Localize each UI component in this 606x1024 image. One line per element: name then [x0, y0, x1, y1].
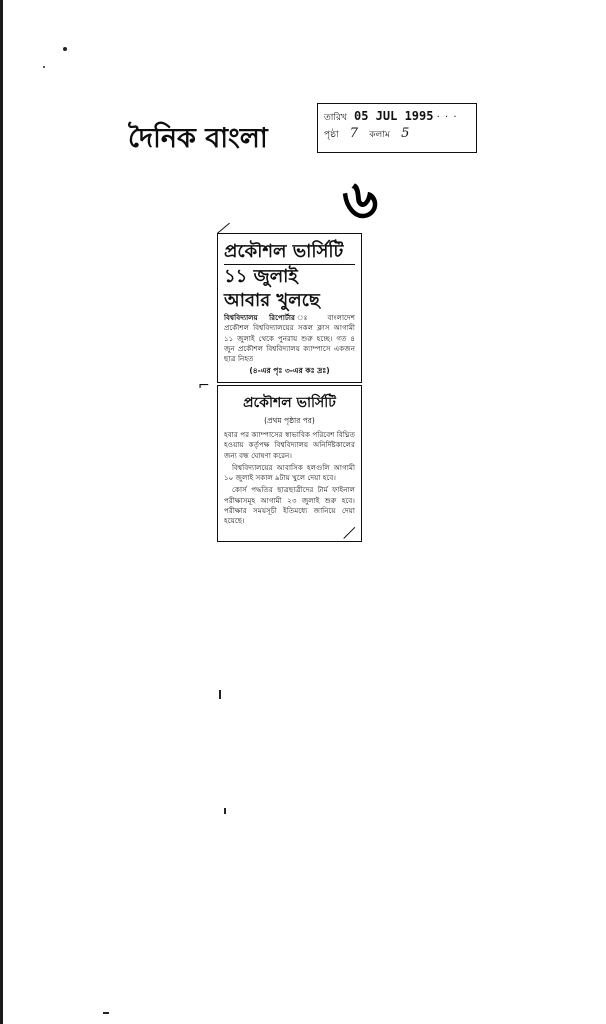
- stamp-date-label: তারিখ: [324, 113, 347, 123]
- stamp-column-value: 5: [401, 126, 410, 141]
- stamp-date-value: 05 JUL 1995: [354, 109, 434, 123]
- headline-line-2: ১১ জুলাই: [224, 266, 298, 287]
- continued-headline: প্রকৌশল ভার্সিটি: [243, 395, 336, 411]
- article-lead-text: বাংলাদেশ প্রকৌশল বিশ্ববিদ্যালয়ের সকল ক্লাস আগামী ১১ জুলাই থেকে পুনরায় শুরু হচ্ছে। গত ৪ জুন প্রকৌশল বিশ্ববিদ্যালয় ক্যাম্পাসে একজন ছাত্র নিহত: [224, 313, 355, 364]
- article-paragraph-1: হবার পর ক্যাম্পাসের স্বাভাবিক পরিবেশ বিঘ্নিত হওয়ায় কর্তৃপক্ষ বিশ্ববিদ্যালয় অনির্দিষ্টকালের জন্য বন্ধ ঘোষণা করেন।: [224, 430, 355, 460]
- newspaper-masthead: দৈনিক বাংলা: [128, 123, 268, 154]
- article-paragraph-2: বিশ্ববিদ্যালয়ের আবাসিক হলগুলি আগামী ১০ জুলাই সকাল ৯টায় খুলে দেয়া হবে।: [224, 462, 355, 483]
- scan-speck: [63, 47, 67, 51]
- article-paragraph-3: কোর্স পদ্ধতির ছাত্রছাত্রীদের টার্ম ফাইনাল পরীক্ষাসমূহ আগামী ২৩ জুলাই শুরু হবে। পরীক্ষার সময়সূচী ইতিমধ্যে জানিয়ে দেয়া হয়েছে।: [224, 485, 355, 526]
- continuation-note: (৪-এর পৃঃ ৩-এর কঃ দ্রঃ): [249, 366, 330, 376]
- headline-line-1: প্রকৌশল ভার্সিটি: [224, 240, 355, 265]
- scan-speck: [224, 808, 226, 814]
- scan-speck: [43, 66, 45, 68]
- stamp-page-row: [324, 126, 470, 143]
- scan-speck: [103, 1012, 109, 1014]
- stamp-dots: · · ·: [436, 112, 458, 123]
- headline-line-3: আবার খুলছে: [224, 290, 320, 311]
- stamp-column-label: কলাম: [369, 130, 390, 140]
- stamp-page-value: 7: [349, 126, 359, 141]
- date-stamp: [317, 103, 477, 153]
- handwritten-number: ৬: [339, 165, 381, 233]
- stamp-date-row: [324, 109, 470, 126]
- news-clipping-continued: [217, 385, 362, 542]
- article-lead: বিশ্ববিদ্যালয় রিপোর্টার ঃ বাংলাদেশ প্রকৌশল বিশ্ববিদ্যালয়ের সকল ক্লাস আগামী ১১ জুলাই থেকে পুনরায় শুরু হচ্ছে। গত ৪ জুন প্রকৌশল বিশ্ববিদ্যালয় ক্যাম্পাসে একজন ছাত্র নিহত: [224, 313, 355, 364]
- article-byline: বিশ্ববিদ্যালয় রিপোর্টার: [224, 313, 295, 322]
- stamp-page-label: পৃষ্ঠা: [324, 130, 339, 140]
- news-clipping-front: [217, 233, 362, 383]
- scan-speck: [219, 690, 221, 699]
- clipping-marker: ⌐: [198, 378, 210, 394]
- scan-edge: [0, 0, 3, 1024]
- continued-from-note: (প্রথম পৃষ্ঠার পর): [264, 416, 315, 425]
